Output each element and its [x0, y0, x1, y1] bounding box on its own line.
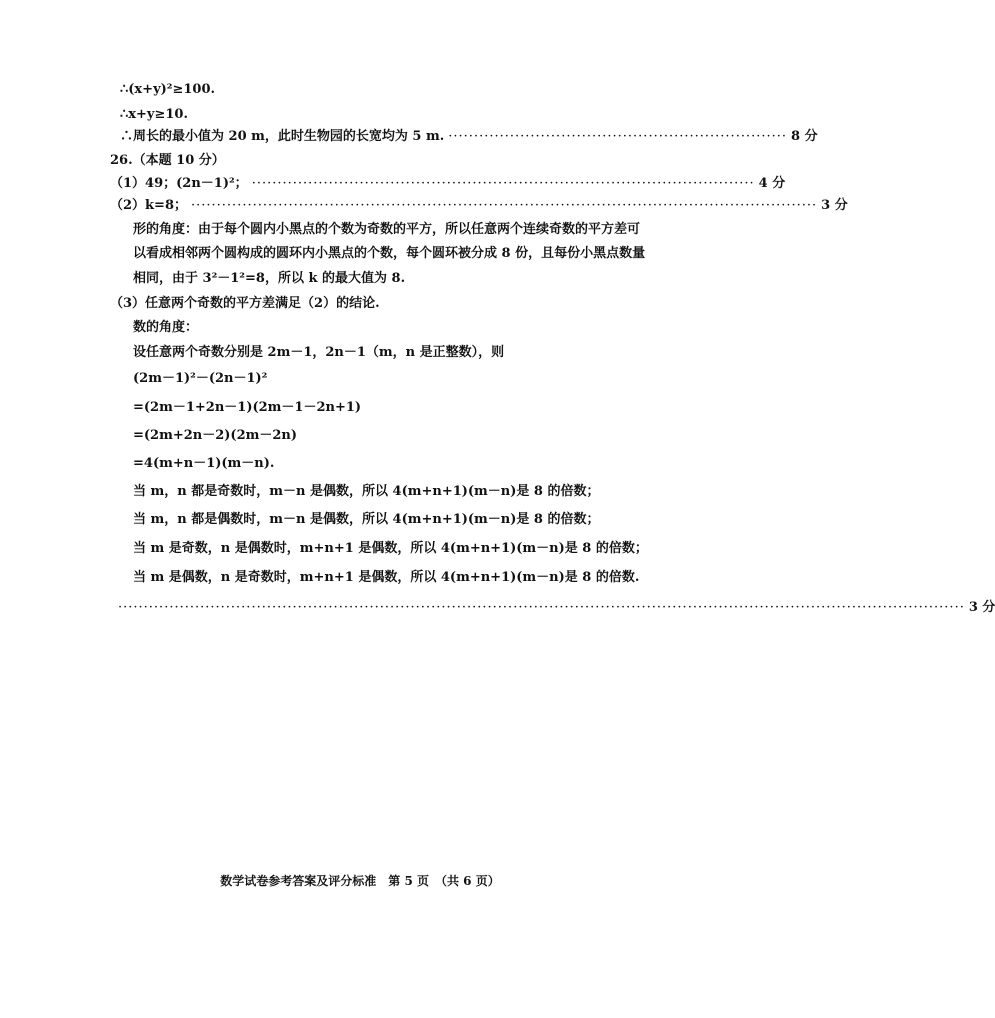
text-line-10: （3）任意两个奇数的平方差满足（2）的结论.	[110, 296, 380, 311]
text-line-7: 形的角度：由于每个圆内小黑点的个数为奇数的平方，所以任意两个连续奇数的平方差可	[133, 222, 641, 237]
case-line-4: 当 m 是偶数，n 是奇数时，m+n+1 是偶数，所以 4(m+n+1)(m－n)是 8 的倍数.	[133, 570, 640, 585]
text-line-6-content: （2）k=8；	[110, 198, 187, 213]
case-line-1: 当 m，n 都是奇数时，m－n 是偶数，所以 4(m+n+1)(m－n)是 8 的倍数；	[133, 484, 600, 499]
equation-line-1: (2m－1)²－(2n－1)²	[133, 371, 268, 386]
page-footer: 数学试卷参考答案及评分标准 第 5 页 （共 6 页）	[220, 874, 500, 888]
score-label: 3 分	[821, 198, 848, 213]
score-label: 8 分	[791, 129, 818, 144]
text-line-5-content: （1）49；(2n－1)²；	[110, 176, 248, 191]
text-line-5	[110, 176, 786, 192]
leader-dots: ·····································································································································································	[118, 600, 965, 615]
text-line-8: 以看成相邻两个圆构成的圆环内小黑点的个数，每个圆环被分成 8 份，且每份小黑点数量	[133, 246, 646, 261]
leader-dots: ··························································································································	[191, 198, 818, 213]
leader-dots: ··································································································	[251, 176, 755, 191]
case-line-2: 当 m，n 都是偶数时，m－n 是偶数，所以 4(m+n+1)(m－n)是 8 的倍数；	[133, 512, 600, 527]
case-line-3: 当 m 是奇数，n 是偶数时，m+n+1 是偶数，所以 4(m+n+1)(m－n)是 8 的倍数；	[133, 541, 648, 556]
text-line-11: 数的角度：	[133, 320, 199, 335]
text-line-12: 设任意两个奇数分别是 2m－1，2n－1（m，n 是正整数），则	[133, 345, 505, 360]
final-score-line	[118, 600, 995, 616]
text-line-2: ∴x+y≥10.	[120, 107, 188, 122]
leader-dots: ··································································	[448, 129, 788, 144]
text-line-9: 相同，由于 3²－1²=8，所以 k 的最大值为 8.	[133, 271, 406, 286]
equation-line-2: =(2m－1+2n－1)(2m－1－2n+1)	[133, 400, 362, 415]
score-label: 3 分	[968, 600, 995, 615]
text-line-1: ∴(x+y)²≥100.	[120, 82, 216, 97]
text-line-3	[120, 129, 818, 145]
equation-line-3: =(2m+2n－2)(2m－2n)	[133, 428, 298, 443]
score-label: 4 分	[758, 176, 786, 191]
question-header: 26.（本题 10 分）	[110, 153, 225, 168]
equation-line-4: =4(m+n－1)(m－n).	[133, 456, 275, 471]
text-line-6	[110, 198, 848, 214]
text-line-3-content: ∴周长的最小值为 20 m，此时生物园的长宽均为 5 m.	[120, 129, 445, 144]
